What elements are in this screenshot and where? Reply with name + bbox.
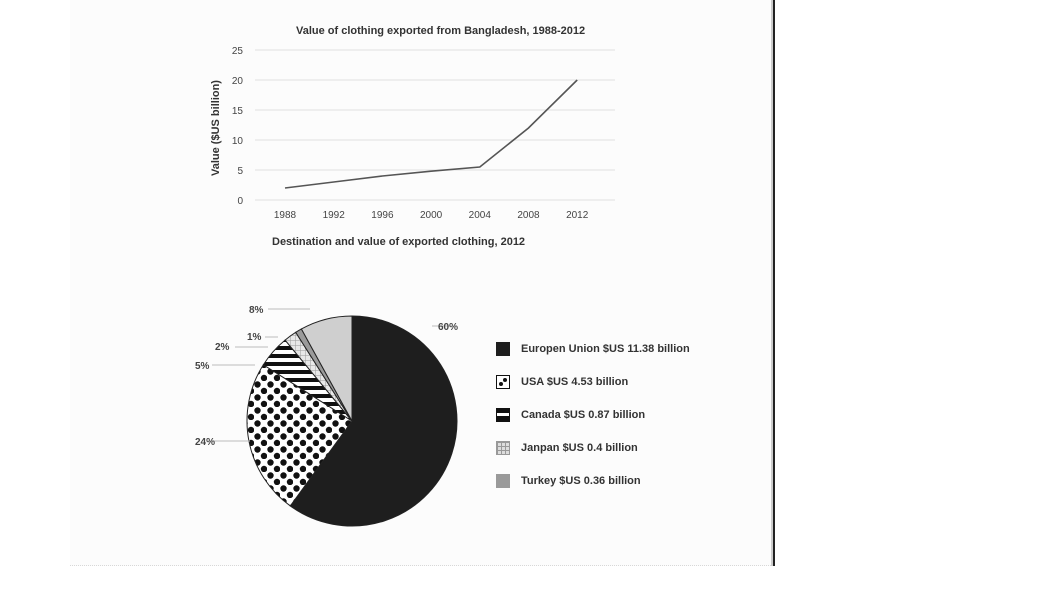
legend-label: USA $US 4.53 billion (521, 375, 629, 388)
x-tick-label: 1992 (322, 210, 345, 221)
stripes-swatch-icon (496, 408, 510, 422)
slice-percent-label: 5% (195, 361, 210, 372)
dots-swatch-icon (496, 375, 510, 389)
slice-percent-label: 24% (195, 437, 216, 448)
x-tick-label: 2000 (419, 210, 443, 221)
legend-item-japan (496, 431, 690, 464)
y-tick-label: 0 (237, 196, 243, 207)
y-tick-label: 10 (231, 136, 243, 147)
solid-black-swatch-icon (496, 342, 510, 356)
y-tick-label: 25 (231, 46, 243, 57)
series-line (285, 80, 577, 188)
slice-percent-label: 60% (438, 322, 459, 333)
slice-percent-label: 2% (215, 342, 230, 353)
y-axis-label: Value ($US billion) (210, 80, 222, 176)
x-tick-label: 1988 (273, 210, 297, 221)
legend-item-eu (496, 332, 690, 365)
slice-percent-label: 1% (247, 332, 262, 343)
x-tick-label: 2012 (566, 210, 589, 221)
legend-label: Turkey $US 0.36 billion (521, 474, 641, 487)
x-tick-label: 2004 (468, 210, 491, 221)
solid-grey-swatch-icon (496, 474, 510, 488)
y-tick-label: 20 (231, 76, 243, 87)
grid-swatch-icon (496, 441, 510, 455)
legend-label: Janpan $US 0.4 billion (521, 441, 638, 454)
line-chart-title: Value of clothing exported from Bangladesh, 1988-2012 (296, 25, 586, 37)
slice-percent-label: 8% (249, 305, 264, 316)
legend-item-canada (496, 398, 690, 431)
legend-label: Europen Union $US 11.38 billion (521, 342, 690, 355)
legend-item-turkey (496, 464, 690, 497)
pie-legend (496, 332, 690, 497)
y-tick-label: 15 (231, 106, 243, 117)
legend-label: Canada $US 0.87 billion (521, 408, 646, 421)
x-tick-label: 2008 (517, 210, 540, 221)
pie-chart-title: Destination and value of exported clothing, 2012 (272, 236, 526, 248)
legend-item-usa (496, 365, 690, 398)
x-tick-label: 1996 (371, 210, 394, 221)
y-tick-label: 5 (237, 166, 243, 177)
